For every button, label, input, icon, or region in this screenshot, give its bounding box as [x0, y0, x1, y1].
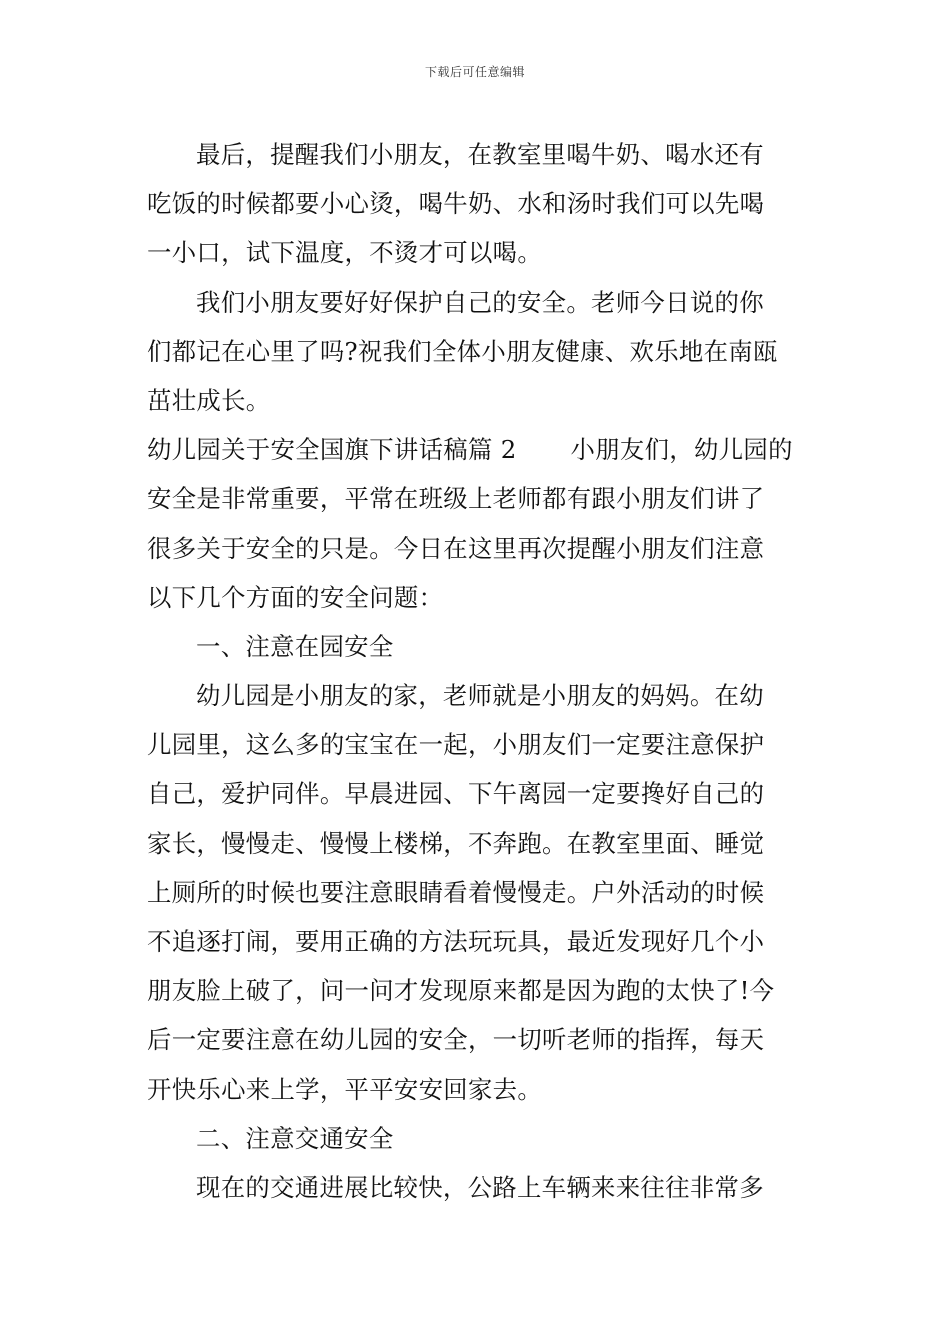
paragraph-line: 很多关于安全的只是。今日在这里再次提醒小朋友们注意 [147, 533, 765, 563]
paragraph-line: 以下几个方面的安全问题： [147, 582, 444, 612]
paragraph-line: 现在的交通进展比较快，公路上车辆来来往往非常多 [196, 1172, 764, 1202]
paragraph-line: 吃饭的时候都要小心烫，喝牛奶、水和汤时我们可以先喝 [147, 189, 765, 219]
section-title-line [147, 425, 807, 474]
paragraph-line: 茁壮成长。 [147, 385, 271, 415]
paragraph-line: 一小口，试下温度，不烫才可以喝。 [147, 238, 543, 268]
paragraph-start: 小朋友们，幼儿园的 [570, 435, 793, 465]
paragraph-line: 家长，慢慢走、慢慢上楼梯，不奔跑。在教室里面、睡觉 [147, 828, 765, 858]
section-title: 幼儿园关于安全国旗下讲话稿篇 2 [147, 435, 517, 465]
subheading: 一、注意在园安全 [196, 631, 394, 661]
document-body [147, 130, 807, 1212]
paragraph-line: 儿园里，这么多的宝宝在一起，小朋友们一定要注意保护 [147, 730, 765, 760]
paragraph-line: 开快乐心来上学，平平安安回家去。 [147, 1074, 543, 1104]
paragraph-line: 幼儿园是小朋友的家，老师就是小朋友的妈妈。在幼 [196, 681, 764, 711]
page-header: 下载后可任意编辑 [424, 65, 525, 79]
paragraph-line: 后一定要注意在幼儿园的安全，一切听老师的指挥，每天 [147, 1025, 765, 1055]
paragraph-line: 最后，提醒我们小朋友，在教室里喝牛奶、喝水还有 [196, 140, 764, 169]
paragraph-line: 我们小朋友要好好保护自己的安全。老师今日说的你 [196, 287, 764, 317]
paragraph-line: 们都记在心里了吗?祝我们全体小朋友健康、欢乐地在南瓯 [147, 336, 778, 366]
subheading: 二、注意交通安全 [196, 1123, 394, 1153]
paragraph-line: 自己，爱护同伴。早晨进园、下午离园一定要搀好自己的 [147, 779, 765, 809]
paragraph-line: 上厕所的时候也要注意眼睛看着慢慢走。户外活动的时候 [147, 877, 765, 907]
paragraph-line: 不追逐打闹，要用正确的方法玩玩具，最近发现好几个小 [147, 927, 765, 956]
paragraph-line: 朋友脸上破了，问一问才发现原来都是因为跑的太快了!今 [147, 976, 775, 1006]
paragraph-line: 安全是非常重要，平常在班级上老师都有跟小朋友们讲了 [147, 484, 765, 514]
